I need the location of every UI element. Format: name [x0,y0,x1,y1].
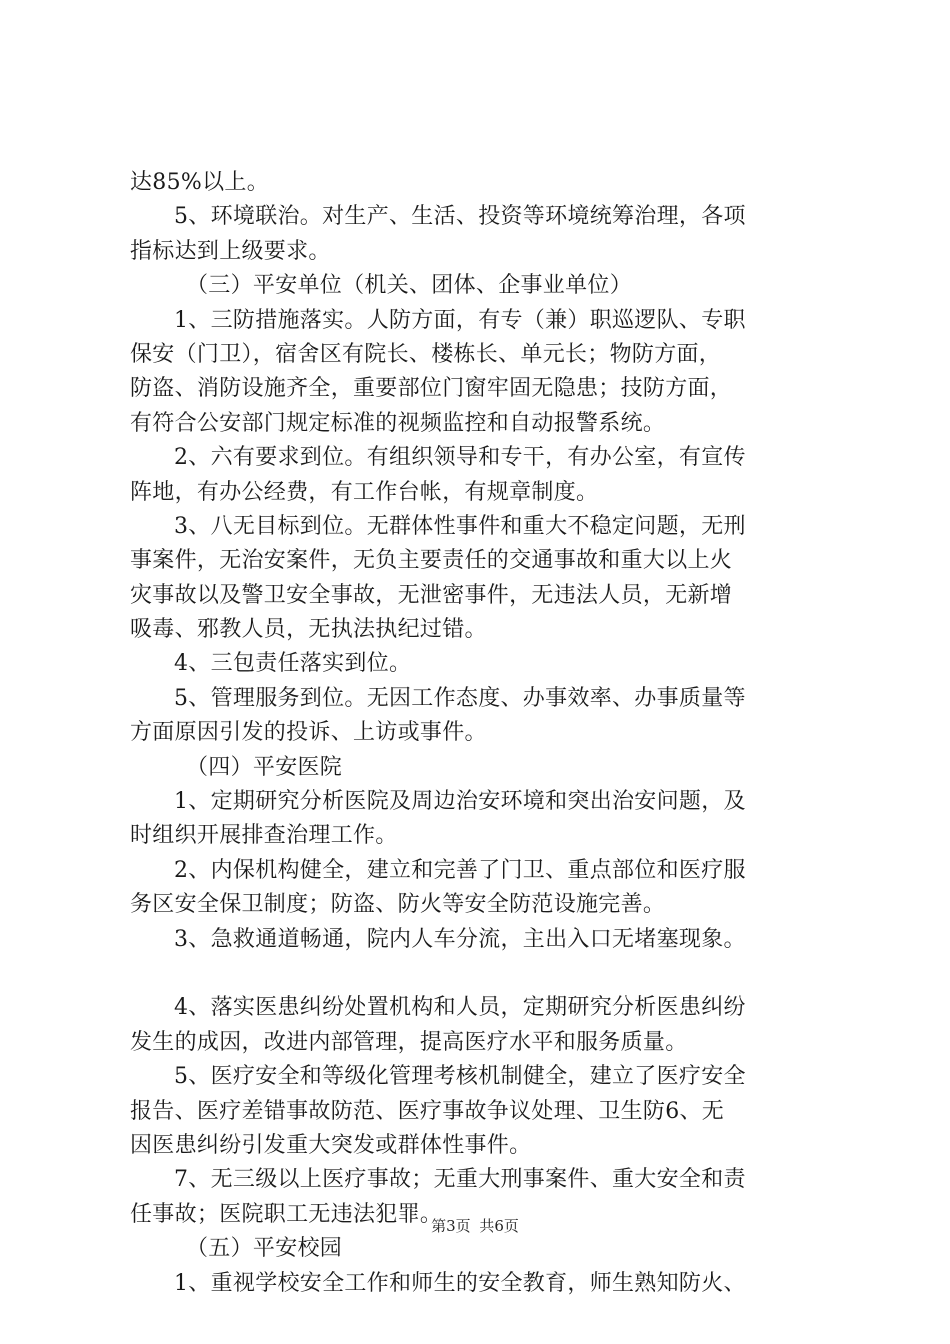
text-line: 事案件，无治安案件，无负主要责任的交通事故和重大以上火 [130,548,733,574]
text-line: 因医患纠纷引发重大突发或群体性事件。 [130,1132,532,1158]
document-body [130,166,835,1301]
page-number: 第3页 [431,1217,471,1235]
blank-line [130,957,835,991]
text-line: 阵地，有办公经费，有工作台帐，有规章制度。 [130,479,599,505]
text-line: 任事故；医院职工无违法犯罪。 [130,1201,443,1227]
page-footer [0,1216,950,1236]
text-line: 4、三包责任落实到位。 [174,651,412,677]
section-heading: （三）平安单位（机关、团体、企事业单位） [186,273,633,299]
text-line: 报告、医疗差错事故防范、医疗事故争议处理、卫生防6、无 [130,1098,725,1124]
text-line: 7、无三级以上医疗事故；无重大刑事案件、重大安全和责 [174,1167,746,1193]
text-line: 有符合公安部门规定标准的视频监控和自动报警系统。 [130,410,666,436]
text-line: 5、管理服务到位。无因工作态度、办事效率、办事质量等 [174,685,746,711]
text-line: 3、八无目标到位。无群体性事件和重大不稳定问题，无刑 [174,513,746,539]
text-line: 1、重视学校安全工作和师生的安全教育，师生熟知防火、 [174,1270,746,1296]
text-line: 5、医疗安全和等级化管理考核机制健全，建立了医疗安全 [174,1064,746,1090]
page-total: 共6页 [479,1217,519,1235]
text-line: 达85%以上。 [130,170,269,195]
text-line: 保安（门卫），宿舍区有院长、楼栋长、单元长；物防方面， [130,341,722,367]
text-line: 务区安全保卫制度；防盗、防火等安全防范设施完善。 [130,892,666,918]
text-line: 4、落实医患纠纷处置机构和人员，定期研究分析医患纠纷 [174,995,746,1021]
text-line: 2、六有要求到位。有组织领导和专干，有办公室，有宣传 [174,445,746,471]
section-heading: （四）平安医院 [186,754,343,780]
text-line: 5、环境联治。对生产、生活、投资等环境统筹治理，各项 [174,204,746,230]
text-line: 方面原因引发的投诉、上访或事件。 [130,720,487,746]
text-line: 3、急救通道畅通，院内人车分流，主出入口无堵塞现象。 [174,926,746,952]
section-heading: （五）平安校园 [186,1236,343,1262]
text-line: 1、三防措施落实。人防方面，有专（兼）职巡逻队、专职 [174,307,746,333]
text-line: 2、内保机构健全，建立和完善了门卫、重点部位和医疗服 [174,857,746,883]
text-line: 灾事故以及警卫安全事故，无泄密事件，无违法人员，无新增 [130,582,733,608]
text-line: 发生的成因，改进内部管理，提高医疗水平和服务质量。 [130,1029,688,1055]
text-line: 指标达到上级要求。 [130,238,331,264]
text-line: 吸毒、邪教人员，无执法执纪过错。 [130,617,487,643]
text-line: 1、定期研究分析医院及周边治安环境和突出治安问题，及 [174,789,746,815]
text-line: 时组织开展排查治理工作。 [130,823,398,849]
text-line: 防盗、消防设施齐全，重要部位门窗牢固无隐患；技防方面， [130,376,733,402]
